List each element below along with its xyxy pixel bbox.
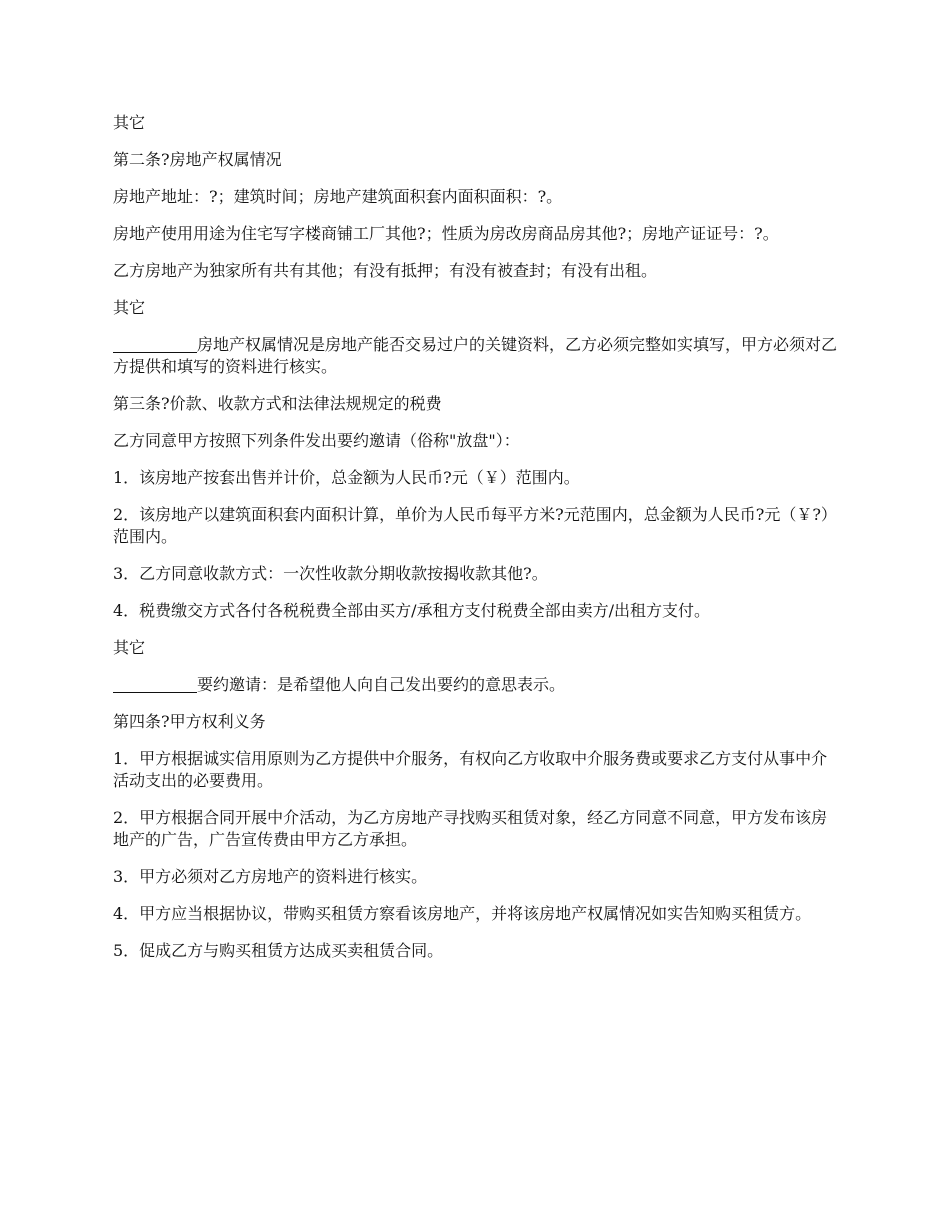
section-heading: 第三条?价款、收款方式和法律法规规定的税费 xyxy=(113,394,442,413)
list-item: 1．该房地产按套出售并计价，总金额为人民币?元（￥）范围内。 xyxy=(113,468,580,487)
list-item: 2．甲方根据合同开展中介活动，为乙方房地产寻找购买租赁对象，经乙方同意不同意，甲方发布该房地产的广告，广告宣传费由甲方乙方承担。 xyxy=(113,808,828,849)
paragraph: 乙方同意甲方按照下列条件发出要约邀请（俗称"放盘"）： xyxy=(113,431,520,450)
list-item: 4．甲方应当根据协议，带购买租赁方察看该房地产，并将该房地产权属情况如实告知购买租赁方。 xyxy=(113,904,812,923)
paragraph-with-blank xyxy=(113,334,843,378)
paragraph-with-blank xyxy=(113,674,843,696)
list-item: 4．税费缴交方式各付各税税费全部由买方/承租方支付税费全部由卖方/出租方支付。 xyxy=(113,601,710,620)
list-item: 5．促成乙方与购买租赁方达成买卖租赁合同。 xyxy=(113,941,444,960)
fill-in-blank xyxy=(113,336,197,353)
section-heading: 第四条?甲方权利义务 xyxy=(113,712,266,731)
document-body xyxy=(113,112,843,977)
paragraph-text: 要约邀请：是希望他人向自己发出要约的意思表示。 xyxy=(197,675,566,694)
paragraph: 其它 xyxy=(113,113,146,132)
fill-in-blank xyxy=(113,676,197,693)
section-heading: 第二条?房地产权属情况 xyxy=(113,150,282,169)
list-item: 3．甲方必须对乙方房地产的资料进行核实。 xyxy=(113,867,428,886)
list-item: 3．乙方同意收款方式：一次性收款分期收款按揭收款其他?。 xyxy=(113,564,548,583)
paragraph: 其它 xyxy=(113,638,146,657)
paragraph: 房地产地址：?；建筑时间；房地产建筑面积套内面积面积：?。 xyxy=(113,187,563,206)
list-item: 1．甲方根据诚实信用原则为乙方提供中介服务，有权向乙方收取中介服务费或要求乙方支付从事中介活动支出的必要费用。 xyxy=(113,749,828,790)
paragraph: 其它 xyxy=(113,298,146,317)
list-item: 2．该房地产以建筑面积套内面积计算，单价为人民币每平方米?元范围内，总金额为人民币?元（￥?）范围内。 xyxy=(113,505,837,546)
paragraph: 乙方房地产为独家所有共有其他；有没有抵押；有没有被查封；有没有出租。 xyxy=(113,261,658,280)
paragraph: 房地产使用用途为住宅写字楼商铺工厂其他?；性质为房改房商品房其他?；房地产证证号：?。 xyxy=(113,224,779,243)
paragraph-text: 房地产权属情况是房地产能否交易过户的关键资料，乙方必须完整如实填写，甲方必须对乙方提供和填写的资料进行核实。 xyxy=(113,335,838,376)
